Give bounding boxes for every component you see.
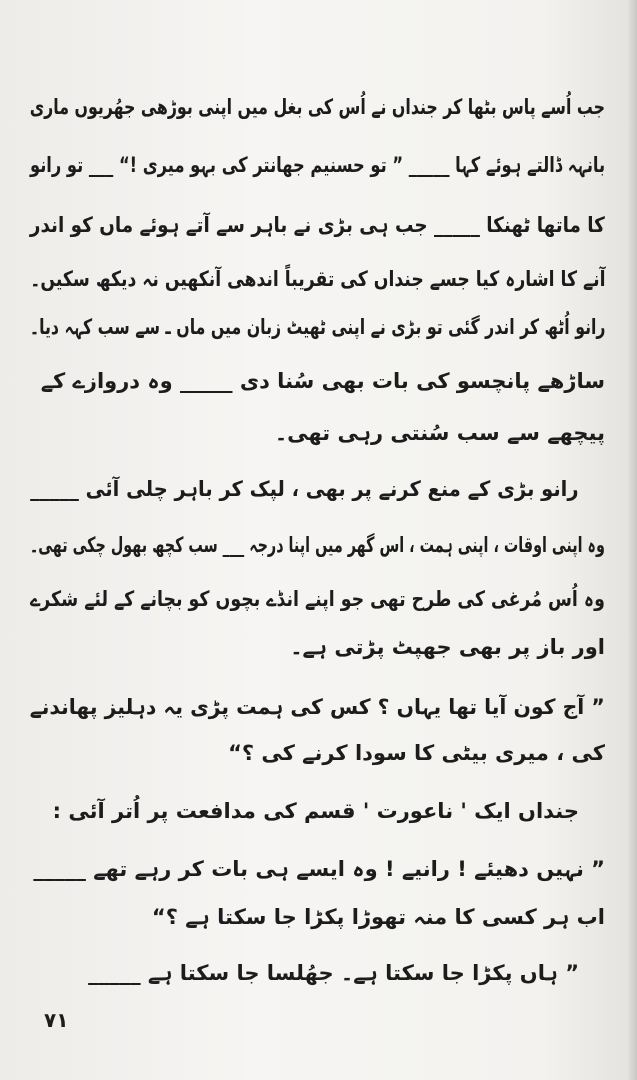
- page-edge-shadow: [627, 0, 637, 1080]
- text-line-1: جب اُسے پاس بٹھا کر جنداں نے اُس کی بغل میں اپنی بوڑھی جھُریوں ماری: [29, 95, 605, 119]
- text-line-14: جنداں ایک ' ناعورت ' قسم کی مدافعت پر اُتر آئی :: [52, 799, 579, 823]
- text-line-6: ساڑھے پانچسو کی بات بھی سُنا دی _____ وہ دروازے کے: [40, 369, 605, 393]
- text-line-17: ” ہاں پکڑا جا سکتا ہے۔ جھُلسا جا سکتا ہے _____: [88, 961, 579, 985]
- page-number: ٧١: [44, 1008, 69, 1032]
- text-line-2: بانہہ ڈالتے ہوئے کہا _____ ” تو حسنیم جھانتر کی بہو میری !“ ___ تو رانو: [29, 153, 605, 177]
- text-line-9: وہ اپنی اوقات ، اپنی ہمت ، اس گھر میں اپنا درجہ ___ سب کچھ بھول چکی تھی۔: [29, 533, 605, 557]
- text-line-7: پیچھے سے سب سُنتی رہی تھی۔: [274, 421, 605, 445]
- text-line-5: رانو اُٹھ کر اندر گئی تو بڑی نے اپنی ٹھیٹ زبان میں ماں ـ سے سب کہہ دیا۔: [29, 315, 605, 339]
- text-line-8: رانو بڑی کے منع کرنے پر بھی ، لپک کر باہر چلی آئی _____: [30, 477, 579, 501]
- text-line-11: اور باز پر بھی جھپٹ پڑتی ہے۔: [290, 635, 605, 659]
- text-line-4: آنے کا اشارہ کیا جسے جنداں کی تقریباً اندھی آنکھیں نہ دیکھ سکیں۔: [29, 267, 605, 291]
- text-line-10: وہ اُس مُرغی کی طرح تھی جو اپنے انڈے بچوں کو بچانے کے لئے شکرے: [30, 587, 605, 611]
- text-line-16: اب ہر کسی کا منہ تھوڑا پکڑا جا سکتا ہے ؟“: [151, 905, 605, 929]
- text-line-15: ” نہیں دھیئے ! رانیے ! وہ ایسے ہی بات کر رہے تھے _____: [33, 857, 605, 881]
- text-line-12: ” آج کون آیا تھا یہاں ؟ کس کی ہمت پڑی یہ دہلیز پھاندنے: [30, 695, 605, 719]
- text-line-13: کی ، میری بیٹی کا سودا کرنے کی ؟“: [228, 741, 605, 765]
- text-line-3: کا ماتھا ٹھنکا _____ جب ہی بڑی نے باہر سے آتے ہوئے ماں کو اندر: [30, 213, 605, 237]
